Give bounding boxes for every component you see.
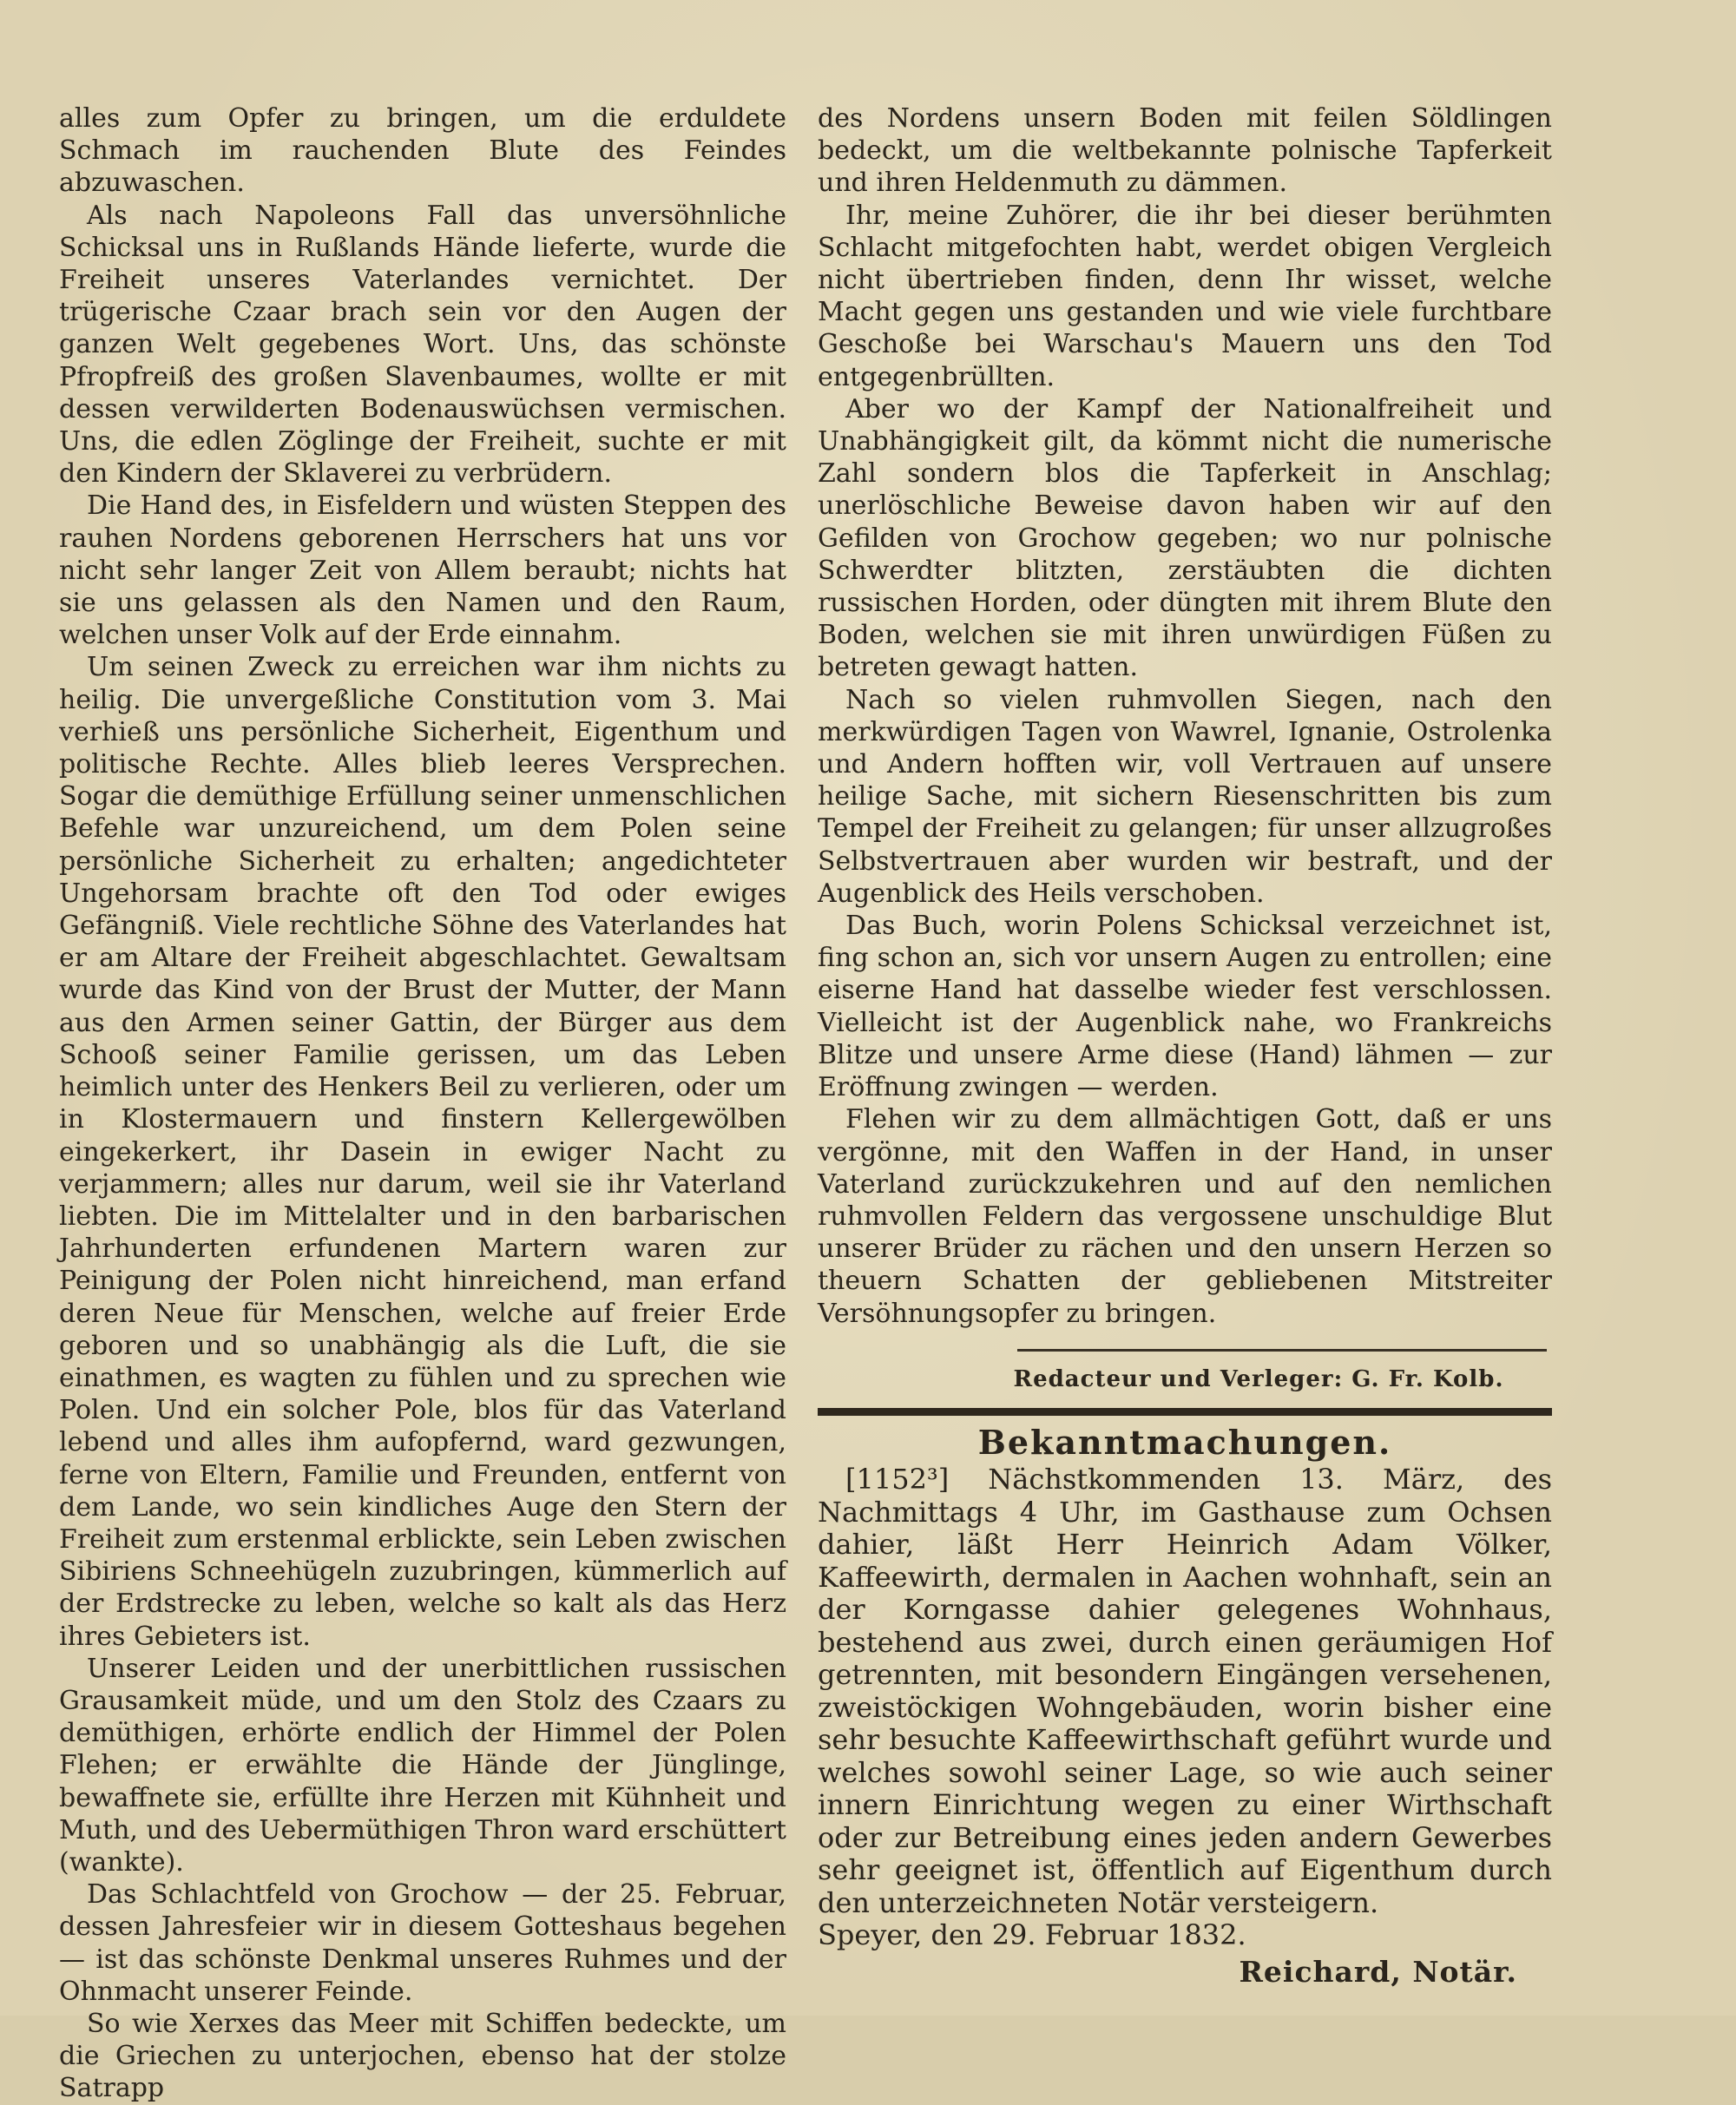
- paragraph: Das Schlachtfeld von Grochow — der 25. Februar, dessen Jahresfeier wir in diesem Gotteshaus begehen — ist das schönste Denkmal unseres Ruhmes und der Ohnmacht unserer Feinde.: [59, 1879, 786, 2007]
- paragraph: Unserer Leiden und der unerbittlichen russischen Grausamkeit müde, und um den Stolz des Czaars zu demüthigen, erhörte endlich der Himmel der Polen Flehen; er erwählte die Hände der Jünglinge, bewaffnete sie, erfüllte ihre Herzen mit Kühnheit und Muth, und des Uebermüthigen Thron ward erschüttert (wankte).: [59, 1653, 786, 1878]
- paragraph: Flehen wir zu dem allmächtigen Gott, daß er uns vergönne, mit den Waffen in der Hand, in unser Vaterland zurückzukehren und auf den nemlichen ruhmvollen Feldern das vergossene unschuldige Blut unserer Brüder zu rächen und den unsern Herzen so theuern Schatten der gebliebenen Mitstreiter Versöhnungsopfer zu bringen.: [818, 1104, 1552, 1329]
- publisher-line: Redacteur und Verleger: G. Fr. Kolb.: [1013, 1365, 1504, 1392]
- divider: [1017, 1349, 1547, 1352]
- announcement-text: [1152³] Nächstkommenden 13. März, des Nachmittags 4 Uhr, im Gasthause zum Ochsen dahier, läßt Herr Heinrich Adam Völker, Kaffeewirth, dermalen in Aachen wohnhaft, sein an der Korngasse dahier gelegenes Wohnhaus, bestehend aus zwei, durch einen geräumigen Hof getrennten, mit besondern Eingängen versehenen, zweistöckigen Wohngebäuden, worin bisher eine sehr besuchte Kaffeewirthschaft geführt wurde und welches sowohl seiner Lage, so wie auch seiner innern Einrichtung wegen zu einer Wirthschaft oder zur Betreibung eines jeden andern Gewerbes sehr geeignet ist, öffentlich auf Eigenthum durch den unterzeichneten Notär versteigern.: [818, 1463, 1552, 1919]
- paragraph: Nach so vielen ruhmvollen Siegen, nach den merkwürdigen Tagen von Wawrel, Ignanie, Ostrolenka und Andern hofften wir, voll Vertrauen auf unsere heilige Sache, mit sichern Riesenschritten bis zum Tempel der Freiheit zu gelangen; für unser allzugroßes Selbstvertrauen aber wurden wir bestraft, und der Augenblick des Heils verschoben.: [818, 684, 1552, 909]
- section-divider: [818, 1408, 1552, 1416]
- signature: Reichard, Notär.: [1239, 1954, 1517, 1989]
- paragraph: Aber wo der Kampf der Nationalfreiheit und Unabhängigkeit gilt, da kömmt nicht die numerische Zahl sondern blos die Tapferkeit in Anschlag; unerlöschliche Beweise davon haben wir auf den Gefilden von Grochow gegeben; wo nur polnische Schwerdter blitzten, zerstäubten die dichten russischen Horden, oder düngten mit ihrem Blute den Boden, welchen sie mit ihren unwürdigen Füßen zu betreten gewagt hatten.: [818, 393, 1552, 683]
- paragraph: Um seinen Zweck zu erreichen war ihm nichts zu heilig. Die unvergeßliche Constitution vom 3. Mai verhieß uns persönliche Sicherheit, Eigenthum und politische Rechte. Alles blieb leeres Versprechen. Sogar die demüthige Erfüllung seiner unmenschlichen Befehle war unzureichend, um dem Polen seine persönliche Sicherheit zu erhalten; angedichteter Ungehorsam brachte oft den Tod oder ewiges Gefängniß. Viele rechtliche Söhne des Vaterlandes hat er am Altare der Freiheit abgeschlachtet. Gewaltsam wurde das Kind von der Brust der Mutter, der Mann aus den Armen seiner Gattin, der Bürger aus dem Schooß seiner Familie gerissen, um das Leben heimlich unter des Henkers Beil zu verlieren, oder um in Klostermauern und finstern Kellergewölben eingekerkert, ihr Dasein in ewiger Nacht zu verjammern; alles nur darum, weil sie ihr Vaterland liebten. Die im Mittelalter und in den barbarischen Jahrhunderten erfundenen Martern waren zur Peinigung der Polen nicht hinreichend, man erfand deren Neue für Menschen, welche auf freier Erde geboren und so unabhängig als die Luft, die sie einathmen, es wagten zu fühlen und zu sprechen wie Polen. Und ein solcher Pole, blos für das Vaterland lebend und alles ihm aufopfernd, ward gezwungen, ferne von Eltern, Familie und Freunden, entfernt von dem Lande, wo sein kindliches Auge den Stern der Freiheit zum erstenmal erblickte, sein Leben zwischen Sibiriens Schneehügeln zuzubringen, kümmerlich auf der Erdstrecke zu leben, welche so kalt als das Herz ihres Gebieters ist.: [59, 652, 786, 1652]
- section-heading: Bekanntmachungen.: [977, 1422, 1392, 1462]
- paragraph: alles zum Opfer zu bringen, um die erduldete Schmach im rauchenden Blute des Feindes abzuwaschen.: [59, 103, 786, 199]
- paragraph: Als nach Napoleons Fall das unversöhnliche Schicksal uns in Rußlands Hände lieferte, wurde die Freiheit unseres Vaterlandes vernichtet. Der trügerische Czaar brach sein vor den Augen der ganzen Welt gegebenes Wort. Uns, das schönste Pfropfreiß des großen Slavenbaumes, wollte er mit dessen verwilderten Bodenauswüchsen vermischen. Uns, die edlen Zöglinge der Freiheit, suchte er mit den Kindern der Sklaverei zu verbrüdern.: [59, 200, 786, 490]
- right-column: [818, 102, 1552, 1988]
- dateline: Speyer, den 29. Februar 1832.: [818, 1918, 1246, 1952]
- paragraph: Das Buch, worin Polens Schicksal verzeichnet ist, fing schon an, sich vor unsern Augen zu entrollen; eine eiserne Hand hat dasselbe wieder fest verschlossen. Vielleicht ist der Augenblick nahe, wo Frankreichs Blitze und unsere Arme diese (Hand) lähmen — zur Eröffnung zwingen — werden.: [818, 911, 1552, 1103]
- paragraph: So wie Xerxes das Meer mit Schiffen bedeckte, um die Griechen zu unterjochen, ebenso hat der stolze Satrapp: [59, 2008, 786, 2104]
- paragraph: des Nordens unsern Boden mit feilen Söldlingen bedeckt, um die weltbekannte polnische Tapferkeit und ihren Heldenmuth zu dämmen.: [818, 103, 1552, 199]
- left-column: [59, 102, 786, 2105]
- paragraph: Ihr, meine Zuhörer, die ihr bei dieser berühmten Schlacht mitgefochten habt, werdet obigen Vergleich nicht übertrieben finden, denn Ihr wisset, welche Macht gegen uns gestanden und wie viele furchtbare Geschoße bei Warschau's Mauern uns den Tod entgegenbrüllten.: [818, 200, 1552, 392]
- paragraph: Die Hand des, in Eisfeldern und wüsten Steppen des rauhen Nordens geborenen Herrschers hat uns vor nicht sehr langer Zeit von Allem beraubt; nichts hat sie uns gelassen als den Namen und den Raum, welchen unser Volk auf der Erde einnahm.: [59, 490, 786, 651]
